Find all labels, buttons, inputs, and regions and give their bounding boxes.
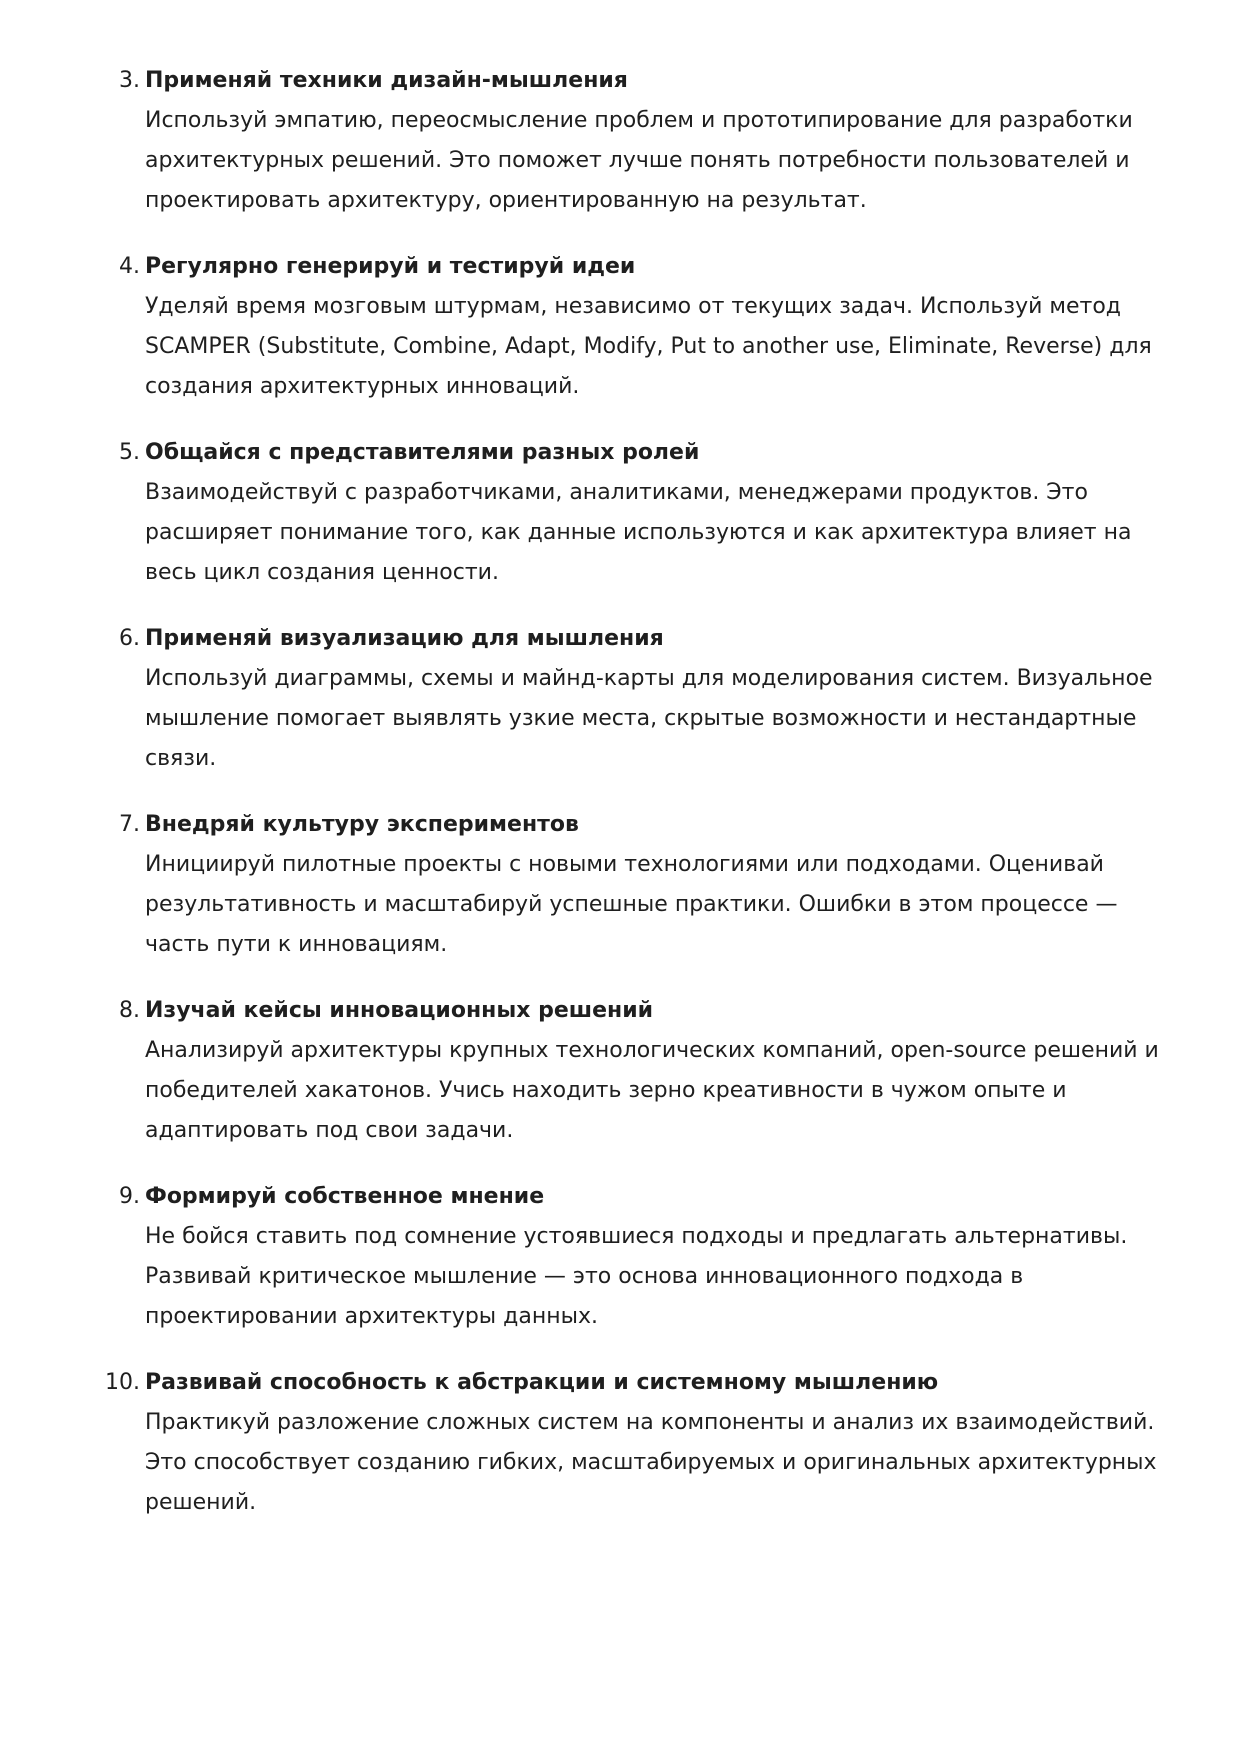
description-line: Инициируй пилотные проекты с новыми технологиями или подходами. Оценивай xyxy=(145,852,1104,877)
description-line: Это способствует созданию гибких, масштабируемых и оригинальных архитектурных xyxy=(145,1450,1157,1475)
description-line: победителей хакатонов. Учись находить зерно креативности в чужом опыте и xyxy=(145,1078,1067,1103)
item-description xyxy=(145,473,1179,593)
item-number: 10. xyxy=(105,1370,140,1395)
list-item xyxy=(0,61,1239,221)
description-line: мышление помогает выявлять узкие места, скрытые возможности и нестандартные xyxy=(145,706,1137,731)
description-line: архитектурных решений. Это поможет лучше понять потребности пользователей и xyxy=(145,148,1130,173)
description-line: SCAMPER (Substitute, Combine, Adapt, Modify, Put to another use, Eliminate, Reverse) для xyxy=(145,334,1152,359)
description-line: Взаимодействуй с разработчиками, аналитиками, менеджерами продуктов. Это xyxy=(145,480,1088,505)
list-item xyxy=(0,247,1239,407)
description-line: Практикуй разложение сложных систем на компоненты и анализ их взаимодействий. xyxy=(145,1410,1155,1435)
item-heading: Изучай кейсы инновационных решений xyxy=(145,998,654,1023)
description-line: создания архитектурных инноваций. xyxy=(145,374,580,399)
description-line: весь цикл создания ценности. xyxy=(145,560,499,585)
item-heading: Регулярно генерируй и тестируй идеи xyxy=(145,254,636,279)
description-line: Используй диаграммы, схемы и майнд-карты для моделирования систем. Визуальное xyxy=(145,666,1153,691)
item-heading: Применяй визуализацию для мышления xyxy=(145,626,664,651)
description-line: Используй эмпатию, переосмысление проблем и прототипирование для разработки xyxy=(145,108,1133,133)
item-heading: Общайся с представителями разных ролей xyxy=(145,440,700,465)
item-heading: Развивай способность к абстракции и системному мышлению xyxy=(145,1370,939,1395)
description-line: адаптировать под свои задачи. xyxy=(145,1118,514,1143)
item-heading: Формируй собственное мнение xyxy=(145,1184,545,1209)
description-line: Не бойся ставить под сомнение устоявшиеся подходы и предлагать альтернативы. xyxy=(145,1224,1128,1249)
list-item xyxy=(0,1363,1239,1523)
description-line: результативность и масштабируй успешные практики. Ошибки в этом процессе — xyxy=(145,892,1118,917)
item-number: 3. xyxy=(119,68,140,93)
description-line: Анализируй архитектуры крупных технологических компаний, open-source решений и xyxy=(145,1038,1159,1063)
item-description xyxy=(145,659,1179,779)
item-description xyxy=(145,1403,1179,1523)
description-line: Уделяй время мозговым штурмам, независимо от текущих задач. Используй метод xyxy=(145,294,1121,319)
item-number: 6. xyxy=(119,626,140,651)
item-number: 4. xyxy=(119,254,140,279)
item-heading: Применяй техники дизайн-мышления xyxy=(145,68,628,93)
description-line: Развивай критическое мышление — это основа инновационного подхода в xyxy=(145,1264,1024,1289)
item-description xyxy=(145,845,1179,965)
item-description xyxy=(145,101,1179,221)
list-item xyxy=(0,991,1239,1151)
item-number: 9. xyxy=(119,1184,140,1209)
item-number: 7. xyxy=(119,812,140,837)
description-line: часть пути к инновациям. xyxy=(145,932,448,957)
list-item xyxy=(0,1177,1239,1337)
description-line: проектировать архитектуру, ориентированную на результат. xyxy=(145,188,867,213)
numbered-list xyxy=(0,61,1239,1549)
item-description xyxy=(145,1031,1179,1151)
item-description xyxy=(145,287,1179,407)
description-line: проектировании архитектуры данных. xyxy=(145,1304,598,1329)
list-item xyxy=(0,433,1239,593)
list-item xyxy=(0,805,1239,965)
description-line: расширяет понимание того, как данные используются и как архитектура влияет на xyxy=(145,520,1132,545)
item-description xyxy=(145,1217,1179,1337)
item-number: 8. xyxy=(119,998,140,1023)
item-heading: Внедряй культуру экспериментов xyxy=(145,812,579,837)
description-line: решений. xyxy=(145,1490,257,1515)
item-number: 5. xyxy=(119,440,140,465)
description-line: связи. xyxy=(145,746,217,771)
list-item xyxy=(0,619,1239,779)
